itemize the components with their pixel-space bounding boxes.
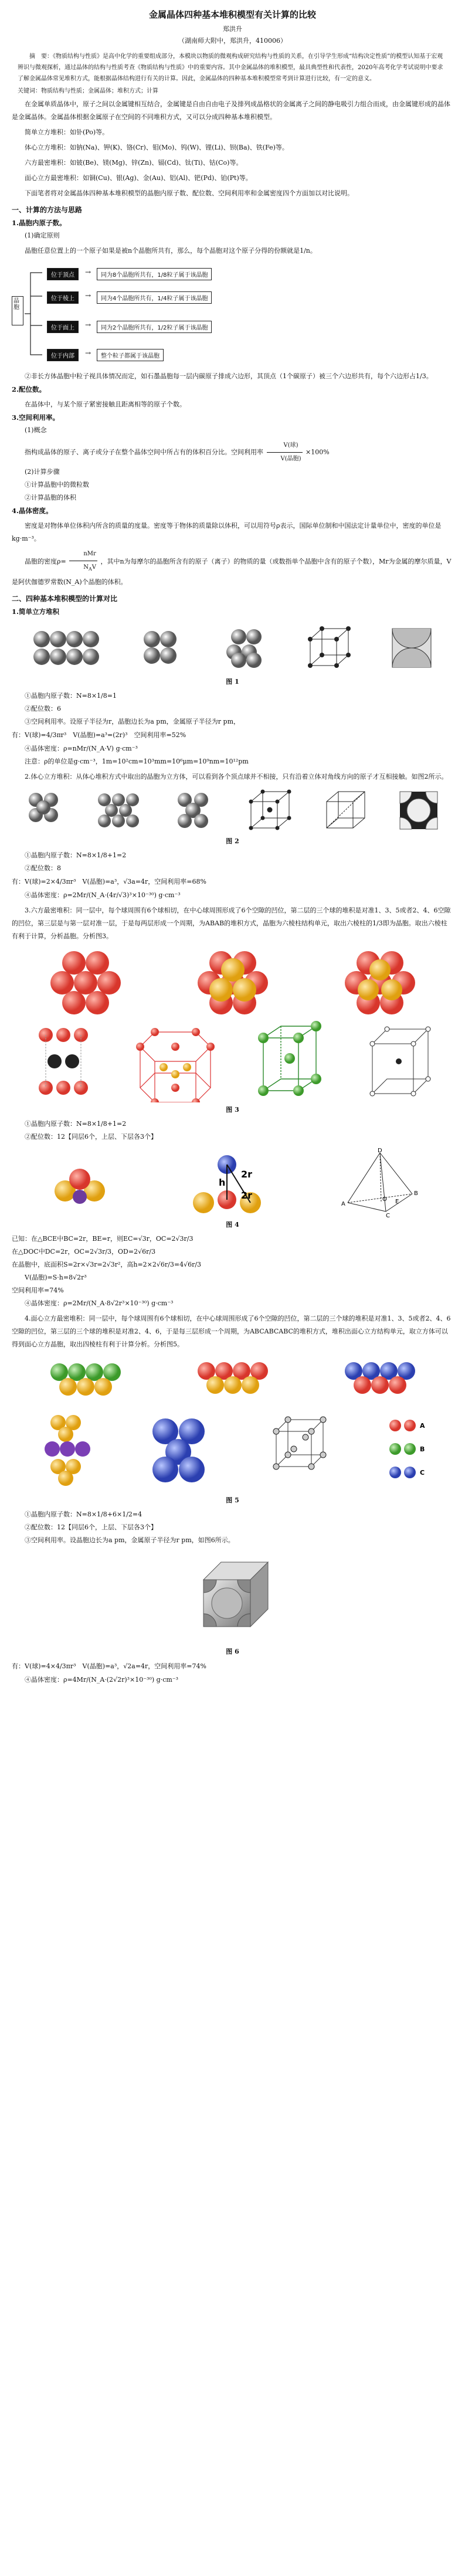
arrow-interior: → [85,349,91,357]
density-text: 密度是对物体单位体积内所含的质量的度量。密度等于物体的质量除以体积，可以用符号ρ表示，国际单位制和中国法定计量单位中，密度的单位是kg·m⁻³。 [12,522,442,542]
vertex-C-label: C [385,1213,390,1217]
figure-3-bottom [12,1020,453,1102]
figure-2-caption: 图 2 [226,837,239,845]
bcc-atom-count: ①晶胞内原子数：N=8×1/8+1=2 [25,851,127,859]
sc-heading: 1.简单立方堆积 [12,607,60,616]
author-name: 郑洪升 [223,25,242,33]
fcc-column-image [35,1405,99,1493]
intro-outline: 下面笔者将对金属晶体四种基本堆积模型的晶胞内原子数、配位数、空间利用率和金属密度四个方面加以对比说明。 [25,189,354,197]
bcc-diagonal-image [320,787,372,834]
arrow-edge: → [85,291,91,300]
figure-6-caption: 图 6 [226,1648,239,1655]
figure-6 [12,1550,453,1644]
intro-fcc: 面心立方最密堆积：如铜(Cu)、银(Ag)、金(Au)、铝(Al)、钯(Pd)、铂(Pt)等。 [25,174,252,182]
position-face: 位于面上 [47,321,79,333]
figure-5-top [12,1355,453,1401]
bcc-packing-formula: 有：V(球)=2×4/3πr³ V(晶胞)=a³，√3a=4r，空间利用率=68% [12,878,206,885]
arrow-face: → [85,321,91,329]
vertex-B-label: B [413,1190,418,1197]
principle-heading: (1)确定原则 [25,232,60,239]
hcp-density: ④晶体密度：ρ=2Mr/(N_A·8√2r³×10⁻³⁰) g·cm⁻³ [25,1299,174,1307]
bcc-lattice-image [244,787,297,834]
bcc-density: ④晶体密度：ρ=2Mr/(N_A·(4r/√3)³×10⁻³⁰) g·cm⁻³ [25,891,181,899]
counting-diagram [12,261,453,366]
bcc-cluster-image [168,787,221,834]
hcp-height-image [180,1147,274,1217]
figure-4-caption: 图 4 [226,1221,239,1228]
layer-B-label: B [419,1445,425,1453]
position-edge: 位于棱上 [47,291,79,304]
figure-5-bottom [12,1405,453,1493]
fcc-heading: 4.面心立方最密堆积：同一层中，每个球周围有6个球相切，在中心球周围形成了6个空隙的凹位，第二层的三个球的堆积是对准1、3、5或者2、4、6空隙的凹位，第三层的三个球的堆积是对准2、4、6，于是每三层形成一个周期，为ABCABCABC的堆积方式，堆积出面心立方结构单元，取立方体可以得到面心立方晶胞，取出四棱柱有利于计算分析。分析图5。 [12,1315,451,1348]
hcp-layer-ab-image [189,946,277,1017]
desc-vertex: 同为8个晶胞所共有，1/8粒子属于该晶胞 [97,268,212,280]
hcp-heading: 3.六方最密堆积：同一层中，每个球周围有6个球相切，在中心球周围形成了6个空隙的凹位，第二层的三个球的堆积是对准1、3、5或者2、4、6空隙的凹位，第三层是与第一层对准一层，于是每两层形成一个周期，为ABAB的堆积方式，晶胞为六棱柱结构单元，取出六棱柱的1/3即为晶胞。取出六棱柱有利于计算，分析晶胞。分析图3。 [12,907,451,940]
arrow-vertex: → [85,268,91,276]
intro-sc: 简单立方堆积：如钋(Po)等。 [25,128,109,136]
hcp-calc-3: 在晶胞中，底面积S=2r×√3r=2√3r²，高h=2×2√6r/3=4√6r/3 [12,1261,202,1268]
bcc-heading: 2.体心立方堆积：从体心堆积方式中取出的晶胞为立方体，可以看到各个顶点球并不相接，只有沿着立体对角线方向的原子才互相接触。如图2所示。 [25,773,448,780]
point-O-label: O [382,1196,387,1203]
fcc-layer-stack-image [189,1355,277,1401]
hcp-atom-count: ①晶胞内原子数：N=8×1/8+1=2 [25,1120,127,1128]
label-h: h [218,1177,225,1188]
vertex-D-label: D [377,1148,382,1154]
hcp-cluster-image [45,1153,115,1211]
label-2r-bottom: 2r [240,1190,252,1201]
sc-coordination: ②配位数：6 [25,705,61,712]
keywords: 关键词：物质结构与性质；金属晶体；堆积方式；计算 [18,88,158,94]
hcp-cell-green-image [252,1020,328,1102]
density-formula: 晶胞的密度ρ= $\frac{\text{nMr}}{N_AV}$ ，其中n为每摩尔的晶胞所含有的原子（离子）的物质的量（或数指单个晶胞中含有的原子个数），Mr为金属的摩尔质量，V是阿伏伽德罗常数(N_A)个晶胞的体积。 [12,548,453,589]
sc-layer-spheres-image [27,622,103,674]
subsection-density: 4.晶体密度。 [12,507,53,515]
intro-section [12,98,453,200]
diagram-cell-label: 晶胞 [12,296,23,325]
figure-1-caption: 图 1 [226,678,239,685]
fcc-atom-count: ①晶胞内原子数：N=8×1/8+6×1/2=4 [25,1511,142,1518]
position-vertex: 位于顶点 [47,268,79,280]
figure-4 [12,1147,453,1217]
bcc-coordination: ②配位数：8 [25,864,61,872]
figure-5-caption: 图 5 [226,1496,239,1504]
principle-text: 晶胞任意位置上的一个原子如果是被n个晶胞所共有，那么，每个晶胞对这个原子分得的份额就是1/n。 [25,247,317,254]
nonrect-cell-note: ②非长方体晶胞中粒子视具体情况而定，如石墨晶胞每一层内碳原子排成六边形，其顶点（1个碳原子）被三个六边形共有，每个六边形占1/3。 [25,372,433,380]
document-page [12,0,453,1686]
abstract: 摘 要：《物质结构与性质》是高中化学的重要组成部分，本模块以物质的微观构成研究结构与性质的关系，在引导学生形成“结构决定性质”的模型认知基于宏观辨识与微观探析，通过晶体的结构与性质考查《物质结构与性质》中的重要内容。其中金属晶体的堆积模型，最具典型性和代表性，2020年高考化学考试说明中要求了解金属晶体常见堆积方式，能根据晶体结构进行有关的计算。因此，金属晶体的四种基本堆积模型常考到计算进行比较，有一定的意义。 [18,53,443,82]
hcp-cell-lattice-image [361,1020,437,1102]
intro-paragraph: 在金属单质晶体中，原子之间以金属键相互结合，金属键是自由自由电子及排列成晶格状的金属离子之间的静电吸引力组合而成，由金属键形成的晶体是金属晶体。金属晶体根据金属原子在空间的不同堆积方式，又可以分成四种基本堆积模型。 [12,100,450,121]
sc-unit-note: 注意：ρ的单位是g·cm⁻³，1m=10²cm=10³mm=10⁶μm=10⁹nm=10¹²pm [25,758,249,765]
tetrahedron-image [339,1147,421,1217]
sc-atom-count: ①晶胞内原子数：N=8×1/8=1 [25,692,117,700]
hcp-calc-4: V(晶胞)=S·h=8√2r³ [25,1274,87,1281]
packing-step-2: ②计算晶胞的体积 [25,494,76,501]
desc-edge: 同为4个晶胞所共有，1/4粒子属于该晶胞 [97,291,212,304]
hcp-calc-2: 在△DOC中DC=2r，OC=2√3r/3，OD=2√6r/3 [12,1248,156,1255]
fcc-coordination: ②配位数：12【同层6个，上层、下层各3个】 [25,1523,157,1531]
section-1-heading: 一、计算的方法与思路 [12,206,83,214]
figure-3-top [12,946,453,1017]
sc-packing-formula: 有：V(球)=4/3πr³ V(晶胞)=a³=(2r)³ 空间利用率=52% [12,731,186,739]
fcc-packing-intro: ③空间利用率。设晶胞边长为a pm，金属原子半径为r pm，如图6所示。 [25,1536,235,1544]
intro-hcp: 六方最密堆积：如铍(Be)、镁(Mg)、锌(Zn)、镉(Cd)、钛(Ti)、钴(Co)等。 [25,159,243,167]
intro-bcc: 体心立方堆积：如钠(Na)、钾(K)、铬(Cr)、钼(Mo)、钨(W)、锂(Li)、钡(Ba)、铁(Fe)等。 [25,144,288,151]
sc-packing-intro: ③空间利用率。设原子半径为r，晶胞边长为a pm，金属原子半径为r pm， [25,718,240,725]
article-title: 金属晶体四种基本堆积模型有关计算的比较 [148,9,316,20]
sc-density: ④晶体密度：ρ=nMr/(N_A·V) g·cm⁻³ [25,745,138,752]
coordination-text: 在晶体中，与某个原子紧密接触且距离相等的原子个数。 [25,401,186,408]
hcp-layer-aba-image [336,946,424,1017]
fcc-layer-abc-image [42,1355,130,1401]
hcp-calc-5: 空间利用率=74% [12,1287,64,1294]
layer-A-label: A [419,1422,425,1430]
desc-interior: 整个粒子都属于该晶胞 [97,349,164,361]
hcp-coordination: ②配位数：12【同层6个，上层、下层各3个】 [25,1133,157,1141]
desc-face: 同为2个晶胞所共有，1/2粒子属于该晶胞 [97,321,212,333]
fcc-abc-labels-image [378,1405,430,1493]
vertex-A-label: A [341,1201,345,1207]
label-2r-top: 2r [240,1169,252,1180]
fcc-lattice-image [267,1405,332,1493]
fcc-packing-formula: 有：V(球)=4×4/3πr³ V(晶胞)=a³，√2a=4r，空间利用率=74% [12,1662,206,1670]
packing-step-1: ①计算晶胞中的微粒数 [25,481,89,488]
bcc-unit-cell-image [395,787,442,834]
fcc-pyramid-image [145,1405,221,1493]
subsection-atoms: 1.晶胞内原子数。 [12,219,66,227]
fcc-layer-blue-image [336,1355,424,1401]
hcp-layer-a-image [42,946,130,1017]
hcp-prism-image [131,1020,219,1102]
sc-stacked-spheres-image [134,622,187,674]
bcc-two-layer-image [23,787,70,834]
figure-1 [12,622,453,674]
packing-concept: 指构成晶体的原子、离子或分子在整个晶体空间中所占有的体积百分比。空间利用率 $\frac{\text{V(球)}}{\text{V(晶胞)}}$ ×100% [12,439,453,466]
fcc-unit-cell-image [186,1550,280,1644]
diagram-brace [25,261,48,366]
packing-concept-label: (1)概念 [25,426,47,434]
subsection-packing: 3.空间利用率。 [12,413,60,422]
figure-3-caption: 图 3 [226,1106,239,1114]
figure-2 [12,787,453,834]
author-affiliation: （湖南师大附中，郑洪升，410006） [178,37,287,45]
bcc-layers-image [93,787,145,834]
point-E-label: E [395,1199,399,1205]
fcc-density: ④晶体密度：ρ=4Mr/(N_A·(2√2r)³×10⁻³⁰) g·cm⁻³ [25,1676,178,1684]
position-interior: 位于内部 [47,349,79,361]
sc-eight-spheres-image [218,622,270,674]
sc-unit-cell-image [385,622,438,674]
hcp-stacking-image [28,1020,99,1102]
sc-lattice-cube-image [301,622,354,674]
subsection-coordination: 2.配位数。 [12,385,46,393]
layer-C-label: C [419,1469,425,1477]
hcp-calc-1: 已知：在△BCE中BC=2r，BE=r，则EC=√3r，OC=2√3r/3 [12,1235,194,1243]
packing-steps-label: (2)计算步骤 [25,468,60,476]
section-2-heading: 二、四种基本堆积模型的计算对比 [12,595,118,603]
